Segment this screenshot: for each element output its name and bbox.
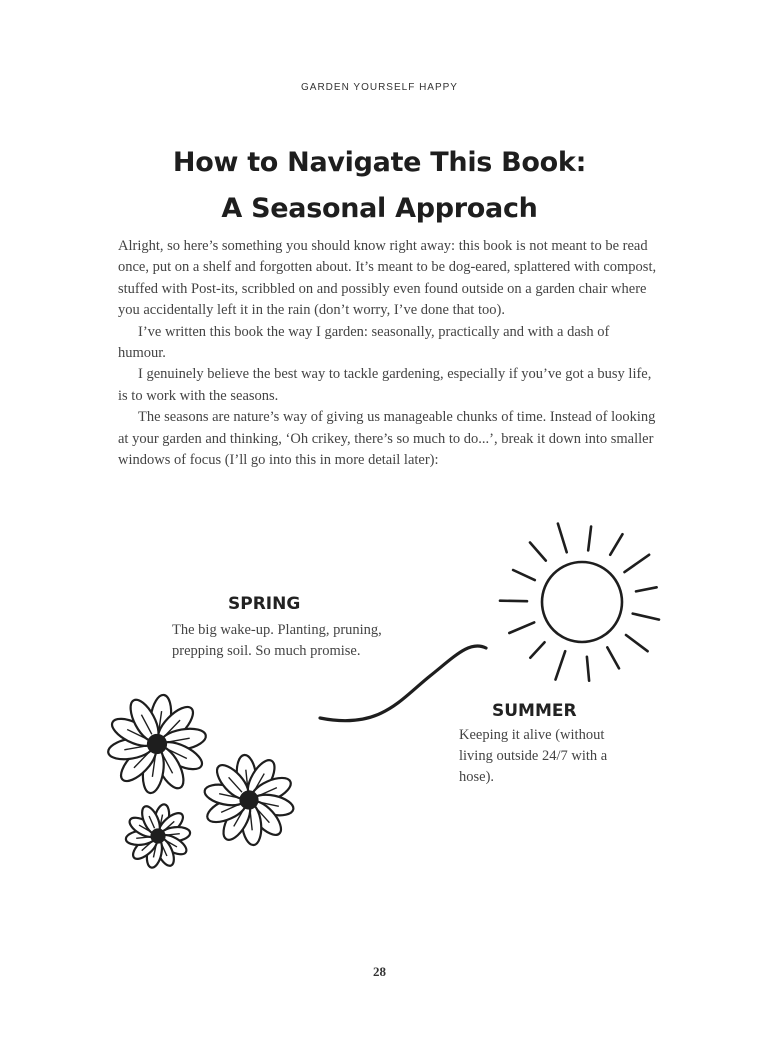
sun-ray xyxy=(530,642,544,657)
sun-icon xyxy=(500,524,659,681)
paragraph-2: I’ve written this book the way I garden: seasonally, practically and with a dash of humour. xyxy=(118,323,610,362)
flower-small xyxy=(125,803,191,869)
title-line-1: How to Navigate This Book: xyxy=(172,147,587,178)
title-line-2: A Seasonal Approach xyxy=(221,193,538,224)
sun-ray xyxy=(588,527,591,551)
paragraph-1: Alright, so here’s something you should know right away: this book is not meant to be read once, put on a shelf and forgotten about. It’s meant to be dog-eared, splattered with compost, stuffed with Post-its, scribbled on and possibly even found outside on a garden chair where you accidentally left it in the rain (don’t worry, I’ve done that too). xyxy=(118,238,657,319)
sun-ray xyxy=(636,587,657,591)
daisy-flowers-icon xyxy=(107,694,296,869)
page-number: 28 xyxy=(373,964,386,979)
sun-ray xyxy=(558,524,567,553)
flower-medium xyxy=(203,754,295,846)
spring-description: The big wake-up. Planting, pruning, prepping soil. So much promise. xyxy=(172,622,382,659)
summer-title: SUMMER xyxy=(492,701,577,721)
flower-large xyxy=(107,694,208,795)
sun-ray xyxy=(633,614,659,620)
flower-center xyxy=(152,830,165,843)
sun-ray xyxy=(509,622,534,633)
sun-ray xyxy=(626,635,648,651)
spring-title: SPRING xyxy=(228,594,301,614)
sun-ray xyxy=(513,570,535,580)
sun-ray xyxy=(587,657,589,681)
sun-ray xyxy=(500,601,527,602)
sun-ray xyxy=(530,543,546,561)
flower-center xyxy=(148,735,166,753)
paragraph-3: I genuinely believe the best way to tackle gardening, especially if you’ve got a busy life, is to work with the seasons. xyxy=(118,366,652,404)
flower-center xyxy=(241,792,258,809)
sun-ray xyxy=(607,647,619,668)
sun-ray xyxy=(625,555,650,572)
sun-ray xyxy=(610,534,622,555)
summer-description: Keeping it alive (without living outside 24/7 with a hose). xyxy=(459,727,608,785)
paragraph-4: The seasons are nature’s way of giving us manageable chunks of time. Instead of looking at your garden and thinking, ‘Oh crikey, there’s so much to do...’, break it down into smaller windows of focus (I’ll go into this in more detail later): xyxy=(118,409,656,469)
sun-ray xyxy=(556,651,566,679)
running-head: GARDEN YOURSELF HAPPY xyxy=(301,82,458,93)
